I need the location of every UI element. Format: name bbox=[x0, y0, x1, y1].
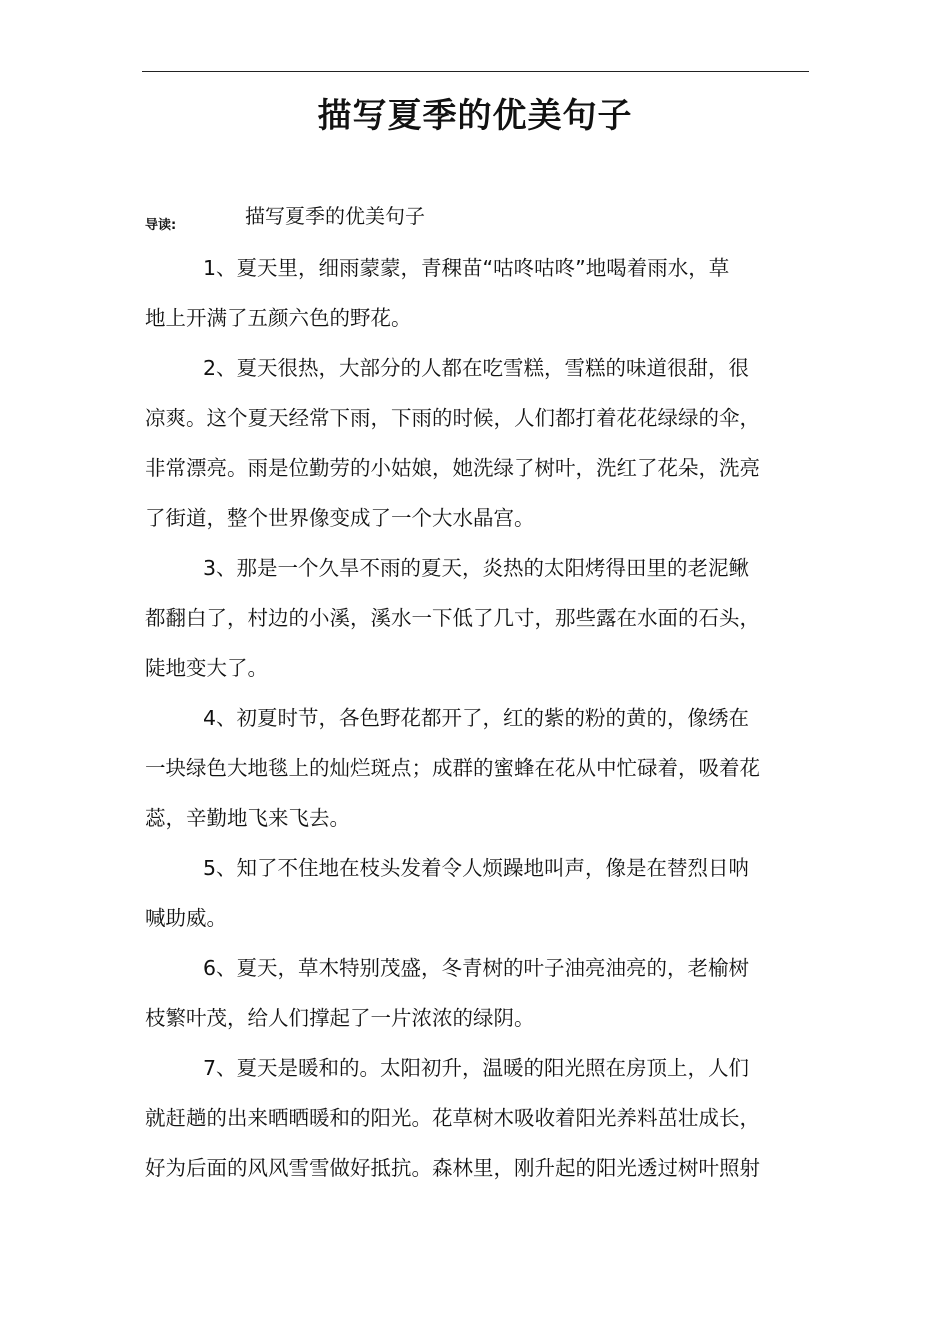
paragraph-3-line-1: 3、那是一个久旱不雨的夏天，炎热的太阳烤得田里的老泥鳅 bbox=[203, 556, 750, 580]
paragraph-2-line-3: 非常漂亮。雨是位勤劳的小姑娘，她洗绿了树叶，洗红了花朵，洗亮 bbox=[145, 456, 760, 480]
paragraph-2-line-1: 2、夏天很热，大部分的人都在吃雪糕，雪糕的味道很甜，很 bbox=[203, 356, 750, 380]
paragraph-7-line-3: 好为后面的风风雪雪做好抵抗。森林里，刚升起的阳光透过树叶照射 bbox=[145, 1156, 760, 1180]
lead-label: 导读: bbox=[145, 218, 177, 233]
paragraph-2-line-4: 了街道，整个世界像变成了一个大水晶宫。 bbox=[145, 506, 535, 530]
paragraph-4-line-3: 蕊，辛勤地飞来飞去。 bbox=[145, 806, 350, 830]
paragraph-4-line-2: 一块绿色大地毯上的灿烂斑点；成群的蜜蜂在花从中忙碌着，吸着花 bbox=[145, 756, 760, 780]
paragraph-3-line-2: 都翻白了，村边的小溪，溪水一下低了几寸，那些露在水面的石头， bbox=[145, 606, 760, 630]
document-title: 描写夏季的优美句子 bbox=[317, 96, 633, 136]
paragraph-6-line-1: 6、夏天，草木特别茂盛，冬青树的叶子油亮油亮的，老榆树 bbox=[203, 956, 750, 980]
body-text bbox=[145, 243, 817, 1193]
paragraph-6-line-2: 枝繁叶茂，给人们撑起了一片浓浓的绿阴。 bbox=[145, 1006, 535, 1030]
paragraph-1-line-2: 地上开满了五颜六色的野花。 bbox=[145, 306, 412, 330]
paragraph-5-line-2: 喊助威。 bbox=[145, 906, 227, 930]
paragraph-7-line-2: 就赶趟的出来晒晒暖和的阳光。花草树木吸收着阳光养料茁壮成长， bbox=[145, 1106, 760, 1130]
paragraph-2-line-2: 凉爽。这个夏天经常下雨，下雨的时候，人们都打着花花绿绿的伞， bbox=[145, 406, 760, 430]
lead-text: 描写夏季的优美句子 bbox=[245, 204, 425, 228]
header-rule bbox=[142, 71, 809, 72]
paragraph-7-line-1: 7、夏天是暖和的。太阳初升，温暖的阳光照在房顶上，人们 bbox=[203, 1056, 750, 1080]
paragraph-3-line-3: 陡地变大了。 bbox=[145, 656, 268, 680]
lead-section bbox=[145, 200, 825, 234]
paragraph-1-line-1: 1、夏天里，细雨蒙蒙，青稞苗“咕咚咕咚”地喝着雨水，草 bbox=[203, 256, 730, 280]
paragraph-5-line-1: 5、知了不住地在枝头发着令人烦躁地叫声，像是在替烈日呐 bbox=[203, 856, 750, 880]
paragraph-4-line-1: 4、初夏时节，各色野花都开了，红的紫的粉的黄的，像绣在 bbox=[203, 706, 750, 730]
